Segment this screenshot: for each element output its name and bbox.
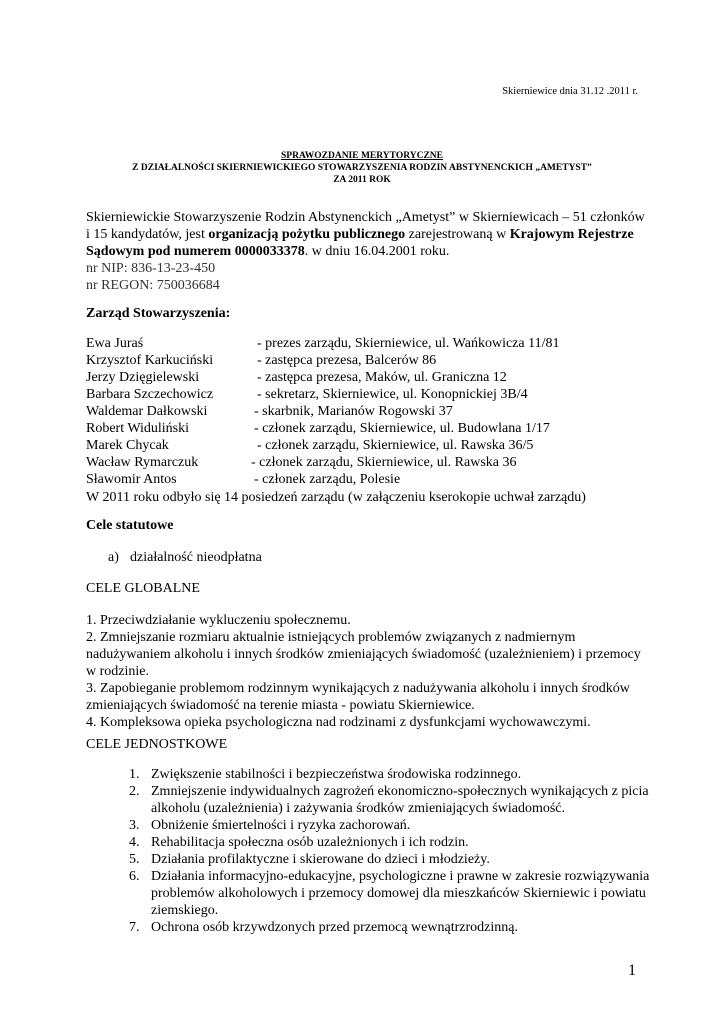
list-number: 7. (129, 920, 140, 935)
member-name: Wacław Rymarczuk (86, 455, 199, 470)
member-name: Jerzy Dzięgielewski (86, 370, 200, 385)
list-item (129, 919, 649, 936)
list-number: 4. (129, 835, 140, 850)
member-name: Sławomir Antos (86, 472, 177, 487)
intro-paragraph (86, 209, 645, 294)
list-item (129, 766, 649, 783)
list-item (129, 817, 649, 834)
list-item-text: ziemskiego. (151, 903, 219, 918)
list-item-text: Działania profilaktyczne i skierowane do dzieci i młodzieży. (151, 852, 490, 867)
member-role: - prezes zarządu, Skierniewice, ul. Wańkowicza 11/81 (257, 336, 560, 351)
regon-number: nr REGON: 750036684 (86, 278, 220, 293)
intro-line-3 (86, 243, 645, 260)
member-role: - członek zarządu, Skierniewice, ul. Rawska 36 (251, 455, 517, 470)
page-number: 1 (628, 962, 636, 979)
member-role: - skarbnik, Marianów Rogowski 37 (254, 404, 453, 419)
member-role: - członek zarządu, Skierniewice, ul. Rawska 36/5 (257, 438, 534, 453)
global-goal-line: 3. Zapobieganie problemom rodzinnym wynikających z nadużywania alkoholu i innych środków (86, 681, 630, 696)
meetings-paragraph: W 2011 roku odbyło się 14 posiedzeń zarządu (w załączeniu kserokopie uchwał zarządu) (86, 490, 586, 505)
global-goal-line: w rodzinie. (86, 664, 149, 679)
list-item-text: Zmniejszenie indywidualnych zagrożeń ekonomiczno-społecznych wynikających z picia (151, 784, 649, 799)
list-item-text: alkoholu (uzależnienia) i zażywania środków zmieniających świadomość. (151, 801, 566, 816)
statutory-goal-text: działalność nieodpłatna (130, 550, 262, 565)
member-name: Barbara Szczechowicz (86, 387, 214, 402)
intro-text: zarejestrowaną w (405, 227, 510, 242)
report-year: ZA 2011 ROK (333, 175, 391, 185)
intro-bold-krs: Krajowym Rejestrze (509, 227, 634, 242)
list-number: 5. (129, 852, 140, 867)
statutory-goals-heading: Cele statutowe (86, 518, 174, 533)
list-marker: a) (108, 550, 119, 565)
intro-text: . w dniu 16.04.2001 roku. (304, 244, 450, 259)
global-goal-line: 4. Kompleksowa opieka psychologiczna nad rodzinami z dysfunkcjami wychowawczymi. (86, 715, 591, 730)
list-item-text: problemów alkoholowych i przemocy domowej dla mieszkańców Skierniewic i powiatu (151, 886, 646, 901)
member-role: - sekretarz, Skierniewice, ul. Konopnickiej 3B/4 (257, 387, 528, 402)
global-goal-line: 2. Zmniejszanie rozmiaru aktualnie istniejących problemów związanych z nadmiernym (86, 630, 576, 645)
statutory-goal-item (108, 549, 262, 566)
list-number: 1. (129, 767, 140, 782)
global-goal-line: nadużywaniem alkoholu i innych środków zmieniających świadomość (uzależnieniem) i przemocy (86, 647, 641, 662)
list-item-text: Działania informacyjno-edukacyjne, psychologiczne i prawne w zakresie rozwiązywania (151, 869, 650, 884)
member-name: Krzysztof Karkuciński (86, 353, 214, 368)
board-heading: Zarząd Stowarzyszenia: (86, 306, 231, 321)
list-number: 2. (129, 784, 140, 799)
intro-bold-number: Sądowym pod numerem 0000033378 (86, 244, 305, 259)
list-item-text: Zwiększenie stabilności i bezpieczeństwa środowiska rodzinnego. (151, 767, 522, 782)
list-number: 6. (129, 869, 140, 884)
member-name: Robert Widuliński (86, 421, 190, 436)
list-item-text: Rehabilitacja społeczna osób uzależnionych i ich rodzin. (151, 835, 469, 850)
list-item-text: Obniżenie śmiertelności i ryzyka zachorowań. (151, 818, 411, 833)
unit-goals-heading: CELE JEDNOSTKOWE (86, 737, 228, 752)
intro-text: i 15 kandydatów, jest (86, 227, 209, 242)
list-item (129, 834, 649, 851)
global-goals-heading: CELE GLOBALNE (86, 581, 200, 596)
list-number: 3. (129, 818, 140, 833)
list-item (129, 851, 649, 868)
unit-goals-list (129, 766, 649, 936)
report-title: SPRAWOZDANIE MERYTORYCZNE (281, 151, 443, 161)
nip-number: nr NIP: 836-13-23-450 (86, 261, 216, 276)
date-line: Skierniewice dnia 31.12 .2011 r. (502, 86, 638, 97)
intro-line-1: Skierniewickie Stowarzyszenie Rodzin Abstynenckich „Ametyst” w Skierniewicach – 51 członków (86, 210, 645, 225)
global-goals-list (86, 612, 641, 731)
member-role: - zastępca prezesa, Balcerów 86 (257, 353, 437, 368)
global-goal-line: zmieniających świadomość na terenie miasta - powiatu Skierniewice. (86, 698, 475, 713)
intro-bold-opp: organizacją pożytku publicznego (208, 227, 406, 242)
list-item-text: Ochrona osób krzywdzonych przed przemocą wewnątrzrodzinną. (151, 920, 518, 935)
member-name: Marek Chycak (86, 438, 169, 453)
intro-line-2 (86, 226, 645, 243)
member-role: - członek zarządu, Polesie (254, 472, 401, 487)
list-item (129, 868, 649, 919)
global-goal-line: 1. Przeciwdziałanie wykluczeniu społecznemu. (86, 613, 351, 628)
member-name: Ewa Juraś (86, 336, 144, 351)
report-subtitle: Z DZIAŁALNOŚCI SKIERNIEWICKIEGO STOWARZYSZENIA RODZIN ABSTYNENCKICH „AMETYST” (132, 163, 592, 173)
list-item (129, 783, 649, 817)
member-role: - członek zarządu, Skierniewice, ul. Budowlana 1/17 (254, 421, 550, 436)
member-name: Waldemar Dałkowski (86, 404, 208, 419)
member-role: - zastępca prezesa, Maków, ul. Graniczna 12 (257, 370, 507, 385)
